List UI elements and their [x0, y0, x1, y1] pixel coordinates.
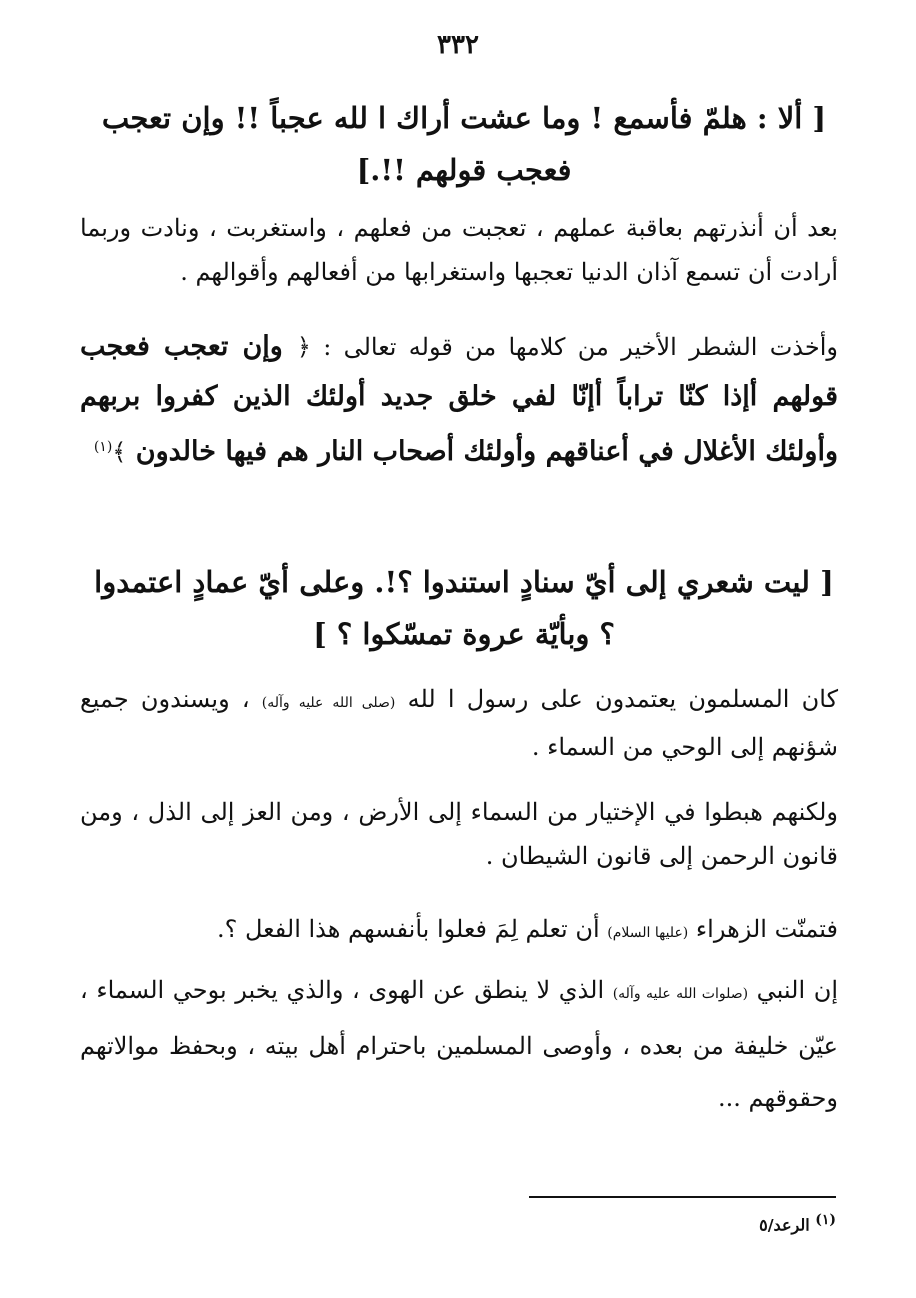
salawat-prophet-2: (صلوات الله عليه وآله)	[612, 986, 749, 1002]
footnote-divider	[529, 1196, 836, 1198]
paragraph-6-before: إن النبي	[748, 976, 838, 1004]
footnote-mark: (١)	[815, 1212, 836, 1228]
paragraph-3-after: ، ويسندون جميع شؤنهم إلى الوحي من السماء .	[80, 685, 838, 761]
salawat-prophet: (صلى الله عليه وآله)	[261, 695, 396, 711]
paragraph-6	[80, 964, 838, 1124]
footnote-text: الرعد/٥	[759, 1215, 816, 1235]
quran-verse: وإن تعجب فعجب قولهم أإذا كنّا تراباً أإنّا لفي خلق جديد أولئك الذين كفروا بربهم وأولئك الأغلال في أعناقهم وأولئك أصحاب النار هم فيها خالدون	[80, 331, 838, 467]
salawat-zahra: (عليها السلام)	[607, 925, 689, 941]
paragraph-6-after: الذي لا ينطق عن الهوى ، والذي يخبر بوحي السماء ، عيّن خليفة من بعده ، وأوصى المسلمين باحترام أهل بيته ، وبحفظ موالاتهم وحقوقهم ...	[80, 976, 838, 1112]
paragraph-5	[80, 907, 838, 955]
paragraph-3	[80, 677, 838, 769]
paragraph-2-quran-quote	[80, 322, 838, 477]
footnote-reference-mark: (١)	[93, 439, 113, 455]
paragraph-3-before: كان المسلمون يعتمدون على رسول ا لله	[395, 685, 838, 713]
paragraph-5-before: فتمنّت الزهراء	[688, 915, 838, 943]
section-heading-2: [ ليت شعري إلى أيّ سنادٍ استندوا ؟!. وعلى أيّ عمادٍ اعتمدوا ؟ وبأيّة عروة تمسّكوا ؟ ]	[94, 565, 834, 651]
paragraph-5-after: أن تعلم لِمَ فعلوا بأنفسهم هذا الفعل ؟.	[217, 915, 608, 943]
paragraph-1: بعد أن أنذرتهم بعاقبة عملهم ، تعجبت من فعلهم ، واستغربت ، ونادت وربما أرادت أن تسمع آذان الدنيا تعجبها واستغرابها من أفعالهم وأقوالهم .	[80, 214, 838, 286]
paragraph-4: ولكنهم هبطوا في الإختيار من السماء إلى الأرض ، ومن العز إلى الذل ، ومن قانون الرحمن إلى قانون الشيطان .	[80, 798, 838, 870]
footnote	[759, 1212, 836, 1234]
quote-intro: وأخذت الشطر الأخير من كلامها من قوله تعالى : ﴿	[296, 333, 839, 361]
section-heading-1: [ ألا : هلمّ فأسمع ! وما عشت أراك ا لله عجباً !! وإن تعجب فعجب قولهم !!.]	[101, 101, 827, 187]
page-number: ٣٣٢	[437, 30, 479, 60]
quran-close-bracket: ﴾	[112, 438, 127, 466]
